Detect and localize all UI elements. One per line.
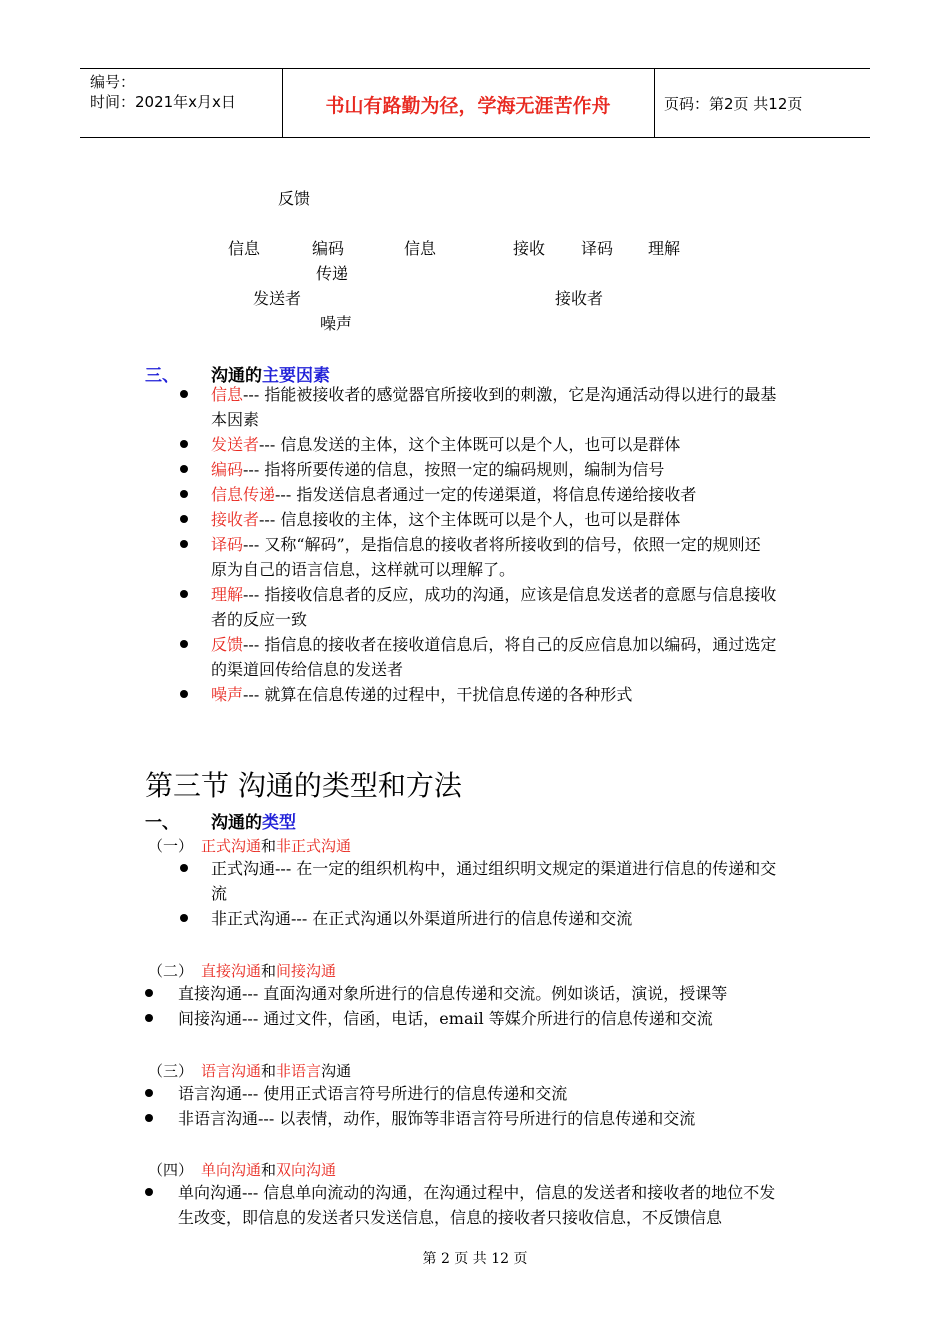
definition-cont: 的渠道回传给信息的发送者 [211, 660, 404, 679]
list-item [211, 532, 811, 582]
conj: 和 [261, 837, 277, 855]
header-motto: 书山有路勤为径，学海无涯苦作舟 [325, 95, 611, 117]
definition: --- 指将所要传递的信息，按照一定的编码规则，编制为信号 [243, 460, 665, 479]
diagram-sender: 发送者 [253, 289, 302, 308]
bullet-icon [180, 465, 188, 473]
definition: 正式沟通--- 在一定的组织机构中，通过组织明文规定的渠道进行信息的传递和交 [211, 859, 777, 878]
definition: --- 又称“解码”，是指信息的接收者将所接收到的信号，依照一定的规则还 [243, 535, 761, 554]
bullet-icon [145, 1014, 153, 1022]
bullet-icon [180, 864, 188, 872]
group-number: （二） [148, 962, 194, 980]
term: 语言沟通 [201, 1062, 262, 1080]
heading-highlight: 主要因素 [262, 366, 330, 386]
list-item [211, 457, 811, 482]
bullet-icon [180, 440, 188, 448]
term: 非正式沟通 [276, 837, 352, 855]
heading-part: 沟通的 [211, 813, 262, 833]
header-page-number: 页码：第2页 共12页 [664, 95, 803, 113]
bullet-icon [180, 390, 188, 398]
list-item [211, 582, 811, 632]
list-item: 非正式沟通--- 在正式沟通以外渠道所进行的信息传递和交流 [211, 909, 633, 928]
diagram-info: 信息 [404, 239, 437, 258]
diagram-info: 信息 [228, 239, 261, 258]
diagram-receive: 接收 [513, 239, 546, 258]
conj: 和 [261, 1161, 277, 1179]
term: 非语言 [276, 1062, 322, 1080]
group-number: （三） [148, 1062, 194, 1080]
list-item [211, 507, 811, 532]
group-heading [148, 835, 351, 856]
definition-cont: 本因素 [211, 410, 260, 429]
definition-cont: 生改变，即信息的发送者只发送信息，信息的接收者只接收信息，不反馈信息 [178, 1208, 723, 1227]
group-heading [148, 1060, 351, 1081]
term: 接收者 [211, 510, 260, 529]
definition: --- 信息发送的主体，这个主体既可以是个人，也可以是群体 [259, 435, 681, 454]
section-number: 三、 [145, 366, 179, 386]
term-suffix: 沟通 [321, 1062, 352, 1080]
list-item [211, 632, 811, 682]
bullet-icon [180, 914, 188, 922]
definition: --- 指能被接收者的感觉器官所接收到的刺激，它是沟通活动得以进行的最基 [243, 385, 777, 404]
bullet-icon [180, 590, 188, 598]
diagram-receiver: 接收者 [555, 289, 604, 308]
term: 发送者 [211, 435, 260, 454]
definition: 单向沟通--- 信息单向流动的沟通，在沟通过程中，信息的发送者和接收者的地位不发 [178, 1183, 776, 1202]
heading-highlight: 类型 [262, 813, 296, 833]
list-item: 直接沟通--- 直面沟通对象所进行的信息传递和交流。例如谈话，演说，授课等 [178, 984, 728, 1003]
definition: --- 信息接收的主体，这个主体既可以是个人，也可以是群体 [259, 510, 681, 529]
page-header [80, 68, 870, 138]
definition: --- 就算在信息传递的过程中，干扰信息传递的各种形式 [243, 685, 633, 704]
bullet-icon [180, 540, 188, 548]
group-heading [148, 1159, 336, 1180]
term: 信息 [211, 385, 244, 404]
subsection-heading [211, 808, 296, 833]
list-item: 语言沟通--- 使用正式语言符号所进行的信息传递和交流 [178, 1084, 568, 1103]
term: 理解 [211, 585, 244, 604]
definition: --- 指发送信息者通过一定的传递渠道，将信息传递给接收者 [275, 485, 697, 504]
bullet-icon [145, 1188, 153, 1196]
diagram-transmit: 传递 [316, 264, 349, 283]
list-item [211, 432, 811, 457]
term: 间接沟通 [276, 962, 337, 980]
bullet-icon [180, 490, 188, 498]
conj: 和 [261, 1062, 277, 1080]
group-number: （四） [148, 1161, 194, 1179]
definition: --- 指信息的接收者在接收道信息后，将自己的反应信息加以编码，通过选定 [243, 635, 777, 654]
header-meta [90, 72, 236, 112]
term: 信息传递 [211, 485, 276, 504]
term: 译码 [211, 535, 244, 554]
list-item [178, 1180, 838, 1230]
term: 正式沟通 [201, 837, 262, 855]
group-number: （一） [148, 837, 194, 855]
diagram-understand: 理解 [648, 239, 681, 258]
diagram-decode: 译码 [581, 239, 614, 258]
page-footer: 第 2 页 共 12 页 [422, 1251, 528, 1267]
term: 噪声 [211, 685, 244, 704]
conj: 和 [261, 962, 277, 980]
definition: --- 指接收信息者的反应，成功的沟通，应该是信息发送者的意愿与信息接收 [243, 585, 777, 604]
definition-cont: 流 [211, 884, 228, 903]
definition-cont: 原为自己的语言信息，这样就可以理解了。 [211, 560, 516, 579]
list-item [211, 382, 811, 432]
heading-part: 沟通的 [211, 366, 262, 386]
term: 双向沟通 [276, 1161, 337, 1179]
list-item: 间接沟通--- 通过文件，信函，电话，email 等媒介所进行的信息传递和交流 [178, 1009, 713, 1028]
list-item: 非语言沟通--- 以表情，动作，服饰等非语言符号所进行的信息传递和交流 [178, 1109, 696, 1128]
bullet-icon [145, 1089, 153, 1097]
bullet-icon [145, 1114, 153, 1122]
header-time: 时间：2021年x月x日 [90, 93, 236, 111]
bullet-icon [180, 515, 188, 523]
term: 直接沟通 [201, 962, 262, 980]
diagram-feedback: 反馈 [278, 189, 311, 208]
term: 编码 [211, 460, 244, 479]
list-item [211, 856, 811, 906]
diagram-encode: 编码 [312, 239, 345, 258]
header-number: 编号： [90, 73, 136, 91]
subsection-number: 一、 [145, 813, 179, 833]
section-title: 第三节 沟通的类型和方法 [145, 769, 462, 802]
bullet-icon [180, 690, 188, 698]
term: 反馈 [211, 635, 244, 654]
list-item [211, 482, 811, 507]
group-heading [148, 960, 336, 981]
list-item [211, 682, 811, 707]
bullet-icon [180, 640, 188, 648]
term: 单向沟通 [201, 1161, 262, 1179]
header-divider [654, 69, 655, 137]
definition-cont: 者的反应一致 [211, 610, 308, 629]
bullet-icon [145, 989, 153, 997]
diagram-noise: 噪声 [320, 314, 353, 333]
